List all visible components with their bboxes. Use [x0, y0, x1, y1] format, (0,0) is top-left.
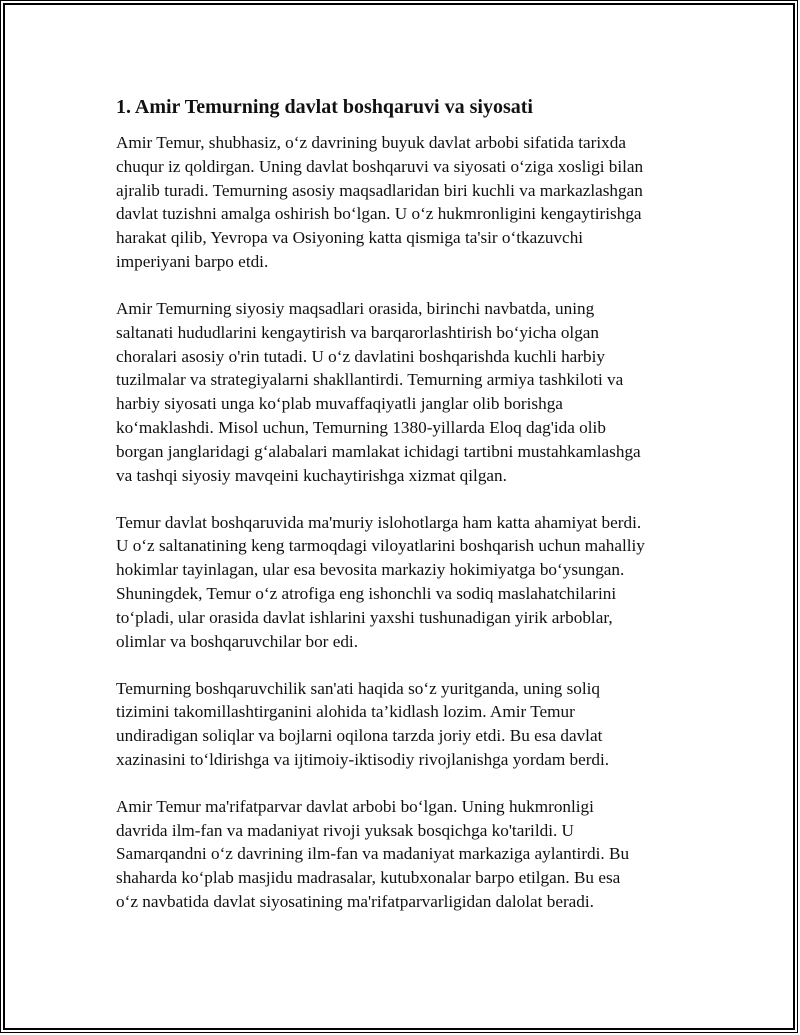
- text-line: Amir Temurning siyosiy maqsadlari orasida, birinchi navbatda, uning: [116, 298, 595, 318]
- text-line: hokimlar tayinlagan, ular esa bevosita markaziy hokimiyatga bo‘ysungan.: [116, 560, 625, 580]
- text-line: borgan janglaridagi g‘alabalari mamlakat ichidagi tartibni mustahkamlashga: [116, 441, 641, 461]
- paragraph-1: [116, 131, 706, 274]
- text-line: davlat tuzishni amalga oshirish bo‘lgan. U o‘z hukmronligini kengaytirishga: [116, 204, 642, 224]
- text-line: shaharda ko‘plab masjidu madrasalar, kutubxonalar barpo etilgan. Bu esa: [116, 868, 621, 888]
- paragraph-2: [116, 297, 706, 487]
- document-body: [116, 94, 706, 937]
- paragraph-5: [116, 795, 706, 914]
- text-line: tuzilmalar va strategiyalarni shakllantirdi. Temurning armiya tashkiloti va: [116, 370, 624, 390]
- text-line: xazinasini to‘ldirishga va ijtimoiy-iktisodiy rivojlanishga yordam berdi.: [116, 749, 610, 769]
- text-line: imperiyani barpo etdi.: [116, 251, 269, 271]
- text-line: saltanati hududlarini kengaytirish va barqarorlashtirish bo‘yicha olgan: [116, 322, 600, 342]
- text-line: to‘pladi, ular orasida davlat ishlarini yaxshi tushunadigan yirik arboblar,: [116, 607, 613, 627]
- paragraph-3: [116, 511, 706, 654]
- section-heading: 1. Amir Temurning davlat boshqaruvi va siyosati: [116, 96, 533, 118]
- text-line: Samarqandni o‘z davrining ilm-fan va madaniyat markaziga aylantirdi. Bu: [116, 844, 630, 864]
- text-line: ajralib turadi. Temurning asosiy maqsadlaridan biri kuchli va markazlashgan: [116, 180, 643, 200]
- paragraph-4: [116, 677, 706, 772]
- text-line: va tashqi siyosiy mavqeini kuchaytirishga xizmat qilgan.: [116, 465, 507, 485]
- text-line: olimlar va boshqaruvchilar bor edi.: [116, 631, 358, 651]
- text-line: Shuningdek, Temur o‘z atrofiga eng ishonchli va sodiq maslahatchilarini: [116, 583, 617, 603]
- text-line: Amir Temur, shubhasiz, o‘z davrining buyuk davlat arbobi sifatida tarixda: [116, 133, 626, 152]
- text-line: ko‘maklashdi. Misol uchun, Temurning 1380-yillarda Eloq dag'ida olib: [116, 417, 606, 437]
- text-line: harakat qilib, Yevropa va Osiyoning katta qismiga ta'sir o‘tkazuvchi: [116, 228, 584, 248]
- text-line: Temur davlat boshqaruvida ma'muriy islohotlarga ham katta ahamiyat berdi.: [116, 512, 642, 532]
- text-line: Amir Temur ma'rifatparvar davlat arbobi bo‘lgan. Uning hukmronligi: [116, 796, 594, 816]
- text-line: U o‘z saltanatining keng tarmoqdagi viloyatlarini boshqarish uchun mahalliy: [116, 536, 645, 556]
- text-line: davrida ilm-fan va madaniyat rivoji yuksak bosqichga ko'tarildi. U: [116, 820, 574, 840]
- text-line: undiradigan soliqlar va bojlarni oqilona tarzda joriy etdi. Bu esa davlat: [116, 726, 603, 746]
- text-line: tizimini takomillashtirganini alohida ta’kidlash lozim. Amir Temur: [116, 702, 575, 722]
- text-line: Temurning boshqaruvchilik san'ati haqida so‘z yuritganda, uning soliq: [116, 678, 601, 698]
- text-line: choralari asosiy o'rin tutadi. U o‘z davlatini boshqarishda kuchli harbiy: [116, 346, 605, 366]
- text-line: harbiy siyosati unga ko‘plab muvaffaqiyatli janglar olib borishga: [116, 394, 563, 414]
- text-line: chuqur iz qoldirgan. Uning davlat boshqaruvi va siyosati o‘ziga xosligi bilan: [116, 156, 644, 176]
- text-line: o‘z navbatida davlat siyosatining ma'rifatparvarligidan dalolat beradi.: [116, 892, 594, 912]
